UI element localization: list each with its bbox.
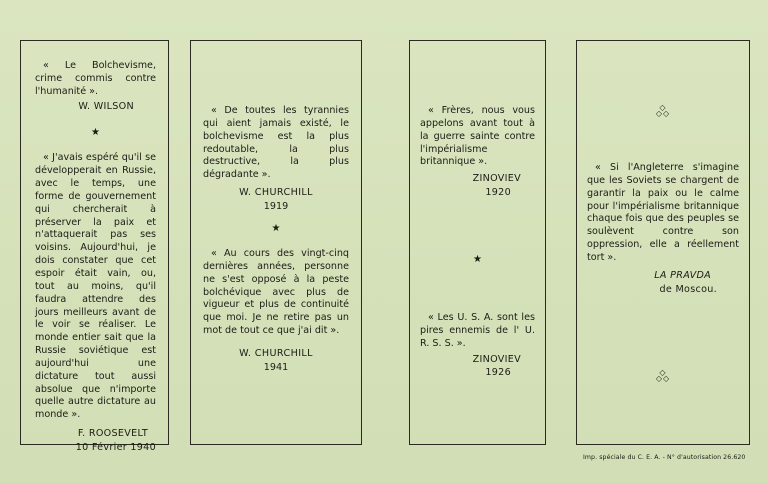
quote-panel-pravda <box>576 40 750 445</box>
author-zinoviev-1: ZINOVIEV <box>472 173 521 185</box>
quote-roosevelt: « J'avais espéré qu'il se développerait en Russie, avec le temps, une forme de gouvernement qui chercherait à préserver la paix et n'attaquerait pas ses voisins. Aujourd'hui, je dois constater que cet espoir était vain, ou, tout au moins, qu'il faudra attendre des jours meilleurs avant de le voir se réaliser. Le monde entier sait que la Russie soviétique est aujourd'hui une dictature tout aussi absolue que n'importe quelle autre dictature au monde ». <box>35 152 156 421</box>
ornament-diamond-icon: ◇ ◇◇ <box>655 103 671 119</box>
date-churchill-1919: 1919 <box>263 200 289 212</box>
quote-block-churchill-1941 <box>191 248 361 375</box>
source-moscou: de Moscou. <box>659 283 717 295</box>
date-zinoviev-1926: 1926 <box>485 367 511 379</box>
ornament-diamond-icon: ◇ ◇◇ <box>655 368 671 384</box>
quote-block-churchill-1919 <box>191 105 361 214</box>
star-icon: ★ <box>271 223 281 234</box>
author-wilson: W. WILSON <box>78 100 134 112</box>
star-icon: ★ <box>473 254 482 265</box>
quote-churchill-1919: « De toutes les tyrannies qui aient jamais existé, le bolchevisme est la plus redoutable, la plus destructive, la plus dégradante ». <box>203 105 349 181</box>
quote-block-pravda <box>577 162 749 296</box>
date-roosevelt: 10 Février 1940 <box>75 441 156 453</box>
quote-pravda: « Si l'Angleterre s'imagine que les Soviets se chargent de garantir la paix ou le calme pour l'impérialisme britannique chaque fois que des peuples se soulèvent contre son oppression, elle a réellement tort ». <box>587 162 739 263</box>
quote-panel-wilson-roosevelt <box>20 40 169 453</box>
quote-panel-zinoviev <box>409 40 546 445</box>
star-icon: ★ <box>91 127 100 139</box>
date-churchill-1941: 1941 <box>263 361 289 373</box>
author-churchill-1: W. CHURCHILL <box>239 187 313 199</box>
author-churchill-2: W. CHURCHILL <box>239 347 313 359</box>
author-zinoviev-2: ZINOVIEV <box>472 353 521 365</box>
quote-zinoviev-1920: « Frères, nous vous appelons avant tout à la guerre sainte contre l'impérialisme britannique ». <box>420 105 535 168</box>
quote-panel-churchill <box>190 40 362 445</box>
imprint-line: Imp. spéciale du C. E. A. - N° d'autorisation 26.620 <box>583 454 746 461</box>
quote-block-zinoviev-1920 <box>410 105 545 200</box>
quote-zinoviev-1926: « Les U. S. A. sont les pires ennemis de l' U. R. S. S. ». <box>420 312 535 349</box>
author-roosevelt: F. ROOSEVELT <box>77 428 148 440</box>
date-zinoviev-1920: 1920 <box>485 187 511 199</box>
quote-churchill-1941: « Au cours des vingt-cinq dernières années, personne ne s'est opposé à la peste bolchévique avec plus de vigueur et plus de continuité que moi. Je ne retire pas un mot de tout ce que j'ai dit ». <box>203 248 349 337</box>
source-pravda: LA PRAVDA <box>654 269 711 281</box>
quote-wilson: « Le Bolchevisme, crime commis contre l'humanité ». <box>35 60 156 97</box>
quote-block-zinoviev-1926 <box>410 312 545 380</box>
